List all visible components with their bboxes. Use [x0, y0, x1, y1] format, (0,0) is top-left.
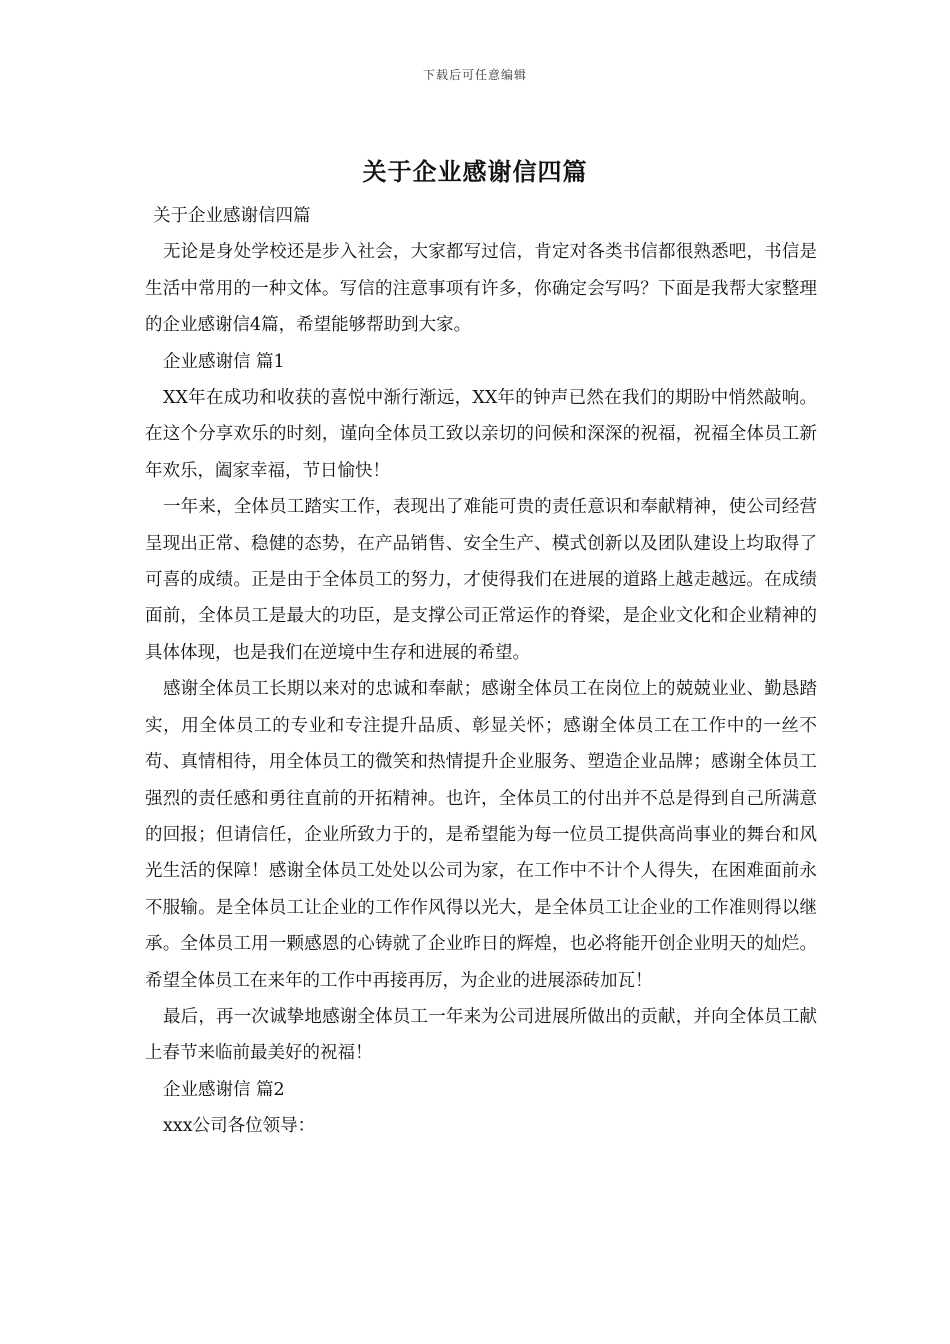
- document-body: [145, 198, 817, 1145]
- section-heading-2: 企业感谢信 篇2: [163, 1079, 285, 1100]
- section-heading-1: 企业感谢信 篇1: [163, 351, 285, 372]
- paragraph: 感谢全体员工长期以来对的忠诚和奉献；感谢全体员工在岗位上的兢兢业业、勤恳踏实，用全体员工的专业和专注提升品质、彰显关怀；感谢全体员工在工作中的一丝不苟、真情相待，用全体员工的微笑和热情提升企业服务、塑造企业品牌；感谢全体员工强烈的责任感和勇往直前的开拓精神。也许，全体员工的付出并不总是得到自己所满意的回报；但请信任，企业所致力于的，是希望能为每一位员工提供高尚事业的舞台和风光生活的保障！感谢全体员工处处以公司为家，在工作中不计个人得失，在困难面前永不服输。是全体员工让企业的工作作风得以光大，是全体员工让企业的工作准则得以继承。全体员工用一颗感恩的心铸就了企业昨日的辉煌，也必将能开创企业明天的灿烂。希望全体员工在来年的工作中再接再厉，为企业的进展添砖加瓦！: [145, 679, 817, 991]
- header-note: 下载后可任意编辑: [422, 68, 527, 82]
- document-title: 关于企业感谢信四篇: [362, 157, 588, 186]
- paragraph: 最后，再一次诚挚地感谢全体员工一年来为公司进展所做出的贡献，并向全体员工献上春节来临前最美好的祝福！: [145, 1006, 817, 1064]
- paragraph-subtitle: 关于企业感谢信四篇: [153, 206, 311, 226]
- paragraph-intro: 无论是身处学校还是步入社会，大家都写过信，肯定对各类书信都很熟悉吧，书信是生活中常用的一种文体。写信的注意事项有许多，你确定会写吗？下面是我帮大家整理的企业感谢信4篇，希望能够帮助到大家。: [145, 242, 817, 336]
- paragraph: XX年在成功和收获的喜悦中渐行渐远，XX年的钟声已然在我们的期盼中悄然敲响。在这个分享欢乐的时刻，谨向全体员工致以亲切的问候和深深的祝福，祝福全体员工新年欢乐，阖家幸福，节日愉快！: [145, 388, 817, 481]
- salutation: xxx公司各位领导：: [163, 1116, 316, 1137]
- paragraph: 一年来，全体员工踏实工作，表现出了难能可贵的责任意识和奉献精神，使公司经营呈现出正常、稳健的态势，在产品销售、安全生产、模式创新以及团队建设上均取得了可喜的成绩。正是由于全体员工的努力，才使得我们在进展的道路上越走越远。在成绩面前，全体员工是最大的功臣，是支撑公司正常运作的脊梁，是企业文化和企业精神的具体体现，也是我们在逆境中生存和进展的希望。: [145, 497, 817, 663]
